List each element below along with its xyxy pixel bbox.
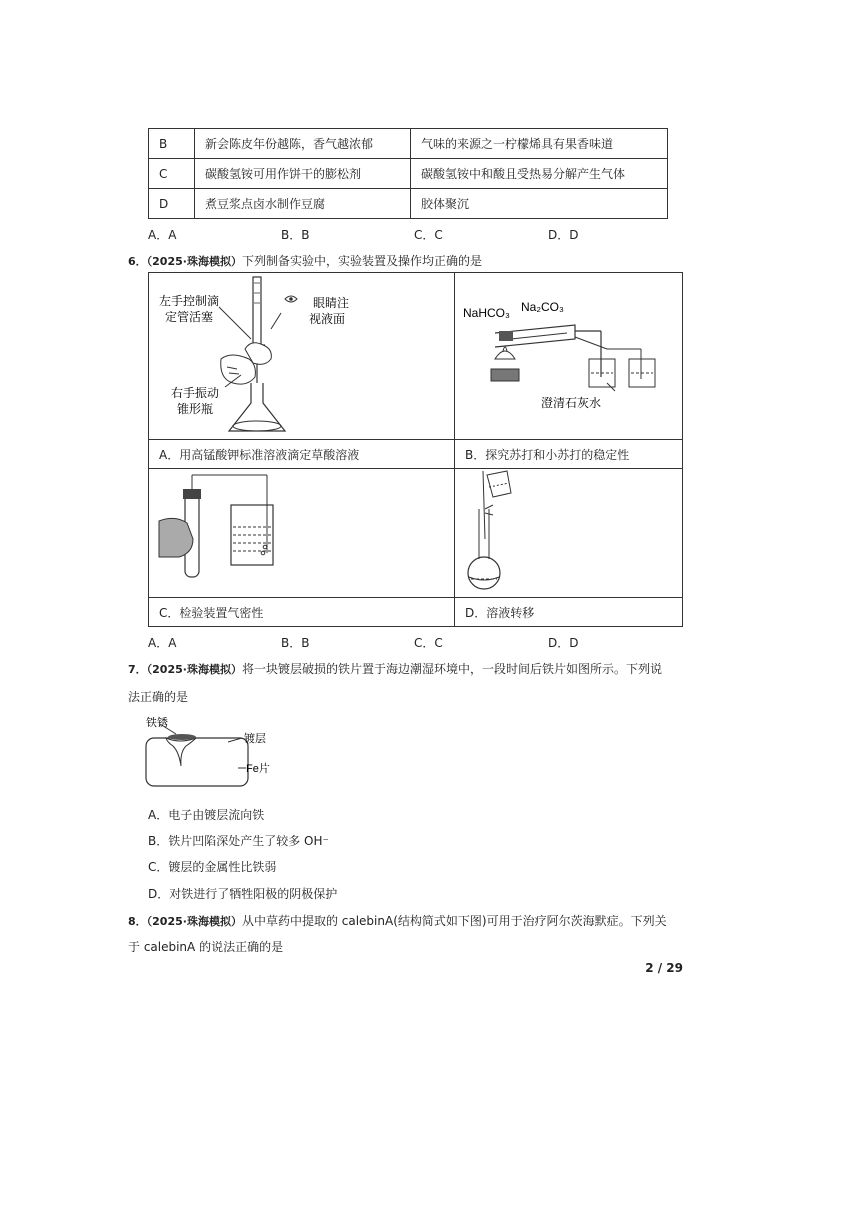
table-cell: 气味的来源之一柠檬烯具有果香味道 [411, 129, 668, 159]
question-source: （2025·珠海模拟） [146, 255, 242, 268]
q8-stem [128, 912, 667, 929]
table-cell: 胶体聚沉 [411, 189, 668, 219]
q7-option-a[interactable]: A．电子由镀层流向铁 [148, 808, 265, 822]
table-cell: 新会陈皮年份越陈，香气越浓郁 [195, 129, 411, 159]
label-fe-sheet: Fe片 [246, 763, 270, 775]
table-row [149, 129, 668, 159]
panel-c-figure [149, 469, 454, 597]
table-row [149, 189, 668, 219]
q6-stem [128, 252, 482, 269]
table-cell: B [149, 129, 195, 159]
label-right-hand-2: 锥形瓶 [177, 402, 214, 416]
q7-option-c[interactable]: C．镀层的金属性比铁弱 [148, 860, 277, 874]
panel-a-figure [149, 273, 454, 439]
q7-stem [128, 660, 662, 677]
panel-b-caption: B．探究苏打和小苏打的稳定性 [465, 448, 630, 462]
table-cell: C [149, 159, 195, 189]
table-cell: D [149, 189, 195, 219]
label-coating: 镀层 [244, 733, 266, 745]
panel-d-figure [455, 469, 684, 597]
question-number: 6． [128, 255, 147, 268]
label-eye-2: 视液面 [309, 312, 346, 326]
choice-d[interactable]: D．D [548, 636, 579, 650]
q5-table [148, 128, 668, 219]
question-text: 从中草药中提取的 calebinA(结构简式如下图)可用于治疗阿尔茨海默症。下列关 [241, 914, 667, 928]
choice-a[interactable]: A．A [148, 228, 177, 242]
table-row [149, 159, 668, 189]
label-na2co3: Na₂CO₃ [521, 300, 564, 314]
table-cell: 煮豆浆点卤水制作豆腐 [195, 189, 411, 219]
corroded-iron-diagram [142, 712, 282, 792]
q7-stem-line2: 法正确的是 [128, 690, 189, 704]
question-text: 将一块镀层破损的铁片置于海边潮湿环境中，一段时间后铁片如图所示。下列说 [241, 662, 662, 676]
titration-diagram [149, 273, 454, 439]
q6-apparatus-grid [148, 272, 683, 627]
choice-b[interactable]: B．B [281, 228, 310, 242]
label-nahco3: NaHCO₃ [463, 306, 510, 320]
panel-c-caption: C．检验装置气密性 [159, 606, 264, 620]
choice-c[interactable]: C．C [414, 636, 443, 650]
q7-option-b[interactable]: B．铁片凹陷深处产生了较多 OH⁻ [148, 834, 329, 848]
choice-b[interactable]: B．B [281, 636, 310, 650]
q7-figure [142, 712, 282, 792]
label-eye: 眼睛注 [313, 296, 350, 310]
panel-a-caption: A．用高锰酸钾标准溶液滴定草酸溶液 [159, 448, 360, 462]
panel-b-figure [455, 273, 684, 439]
question-number: 8． [128, 915, 147, 928]
table-cell: 碳酸氢铵中和酸且受热易分解产生气体 [411, 159, 668, 189]
question-number: 7． [128, 663, 147, 676]
q7-option-d[interactable]: D．对铁进行了牺牲阳极的阴极保护 [148, 887, 338, 901]
page-number: 2 / 29 [645, 961, 683, 975]
question-source: （2025·珠海模拟） [146, 663, 242, 676]
question-source: （2025·珠海模拟） [146, 915, 242, 928]
choice-a[interactable]: A．A [148, 636, 177, 650]
panel-d-caption: D．溶液转移 [465, 606, 535, 620]
label-left-hand-2: 定管活塞 [165, 310, 214, 324]
airtightness-diagram [149, 469, 454, 597]
solution-transfer-diagram [455, 469, 684, 597]
label-limewater: 澄清石灰水 [541, 396, 602, 410]
label-left-hand: 左手控制滴 [159, 294, 220, 308]
choice-d[interactable]: D．D [548, 228, 579, 242]
stability-test-diagram [455, 273, 684, 439]
label-right-hand: 右手振动 [171, 386, 220, 400]
question-text: 下列制备实验中，实验装置及操作均正确的是 [241, 254, 482, 268]
table-cell: 碳酸氢铵可用作饼干的膨松剂 [195, 159, 411, 189]
label-rust: 铁锈 [146, 717, 168, 729]
q8-stem-line2: 于 calebinA 的说法正确的是 [128, 940, 284, 954]
choice-c[interactable]: C．C [414, 228, 443, 242]
